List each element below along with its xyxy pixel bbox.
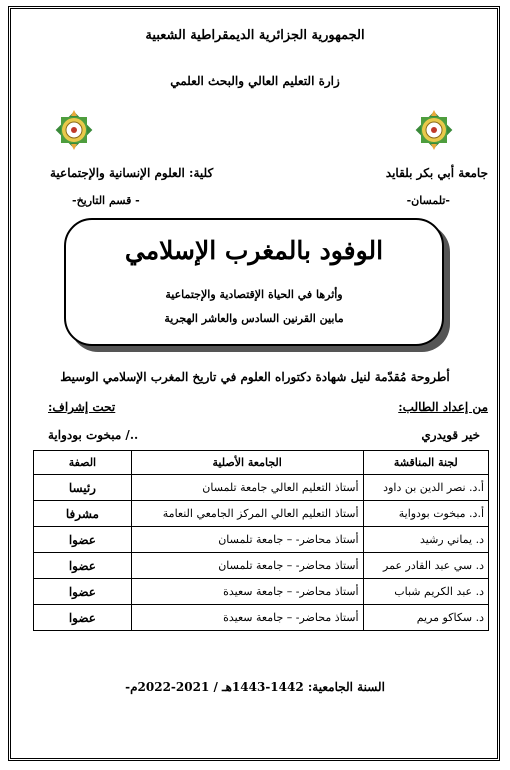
table-row [34, 501, 489, 527]
table-row [34, 553, 489, 579]
member-institution: أستاذ محاضر- – جامعة تلمسان [131, 527, 363, 553]
member-institution: أستاذ محاضر- – جامعة سعيدة [131, 605, 363, 631]
table-row [34, 527, 489, 553]
member-institution: أستاذ محاضر- – جامعة تلمسان [131, 553, 363, 579]
republic-heading: الجمهورية الجزائرية الديمقراطية الشعبية [145, 28, 365, 43]
member-role: مشرفا [34, 501, 132, 527]
faculty-name: كلية: العلوم الإنسانية والإجتماعية [50, 166, 214, 180]
table-row [34, 475, 489, 501]
ministry-heading: زارة التعليم العالي والبحث العلمي [170, 74, 340, 88]
committee-table [33, 450, 489, 631]
member-institution: أستاذ التعليم العالي جامعة تلمسان [131, 475, 363, 501]
student-name: خير قويدري [421, 428, 480, 442]
university-city: -تلمسان- [406, 194, 450, 207]
academic-year: السنة الجامعية: 1442-1443هـ / 2021-2022م- [125, 680, 385, 694]
member-name: د. سكاكو مريم [363, 605, 488, 631]
title-box [64, 218, 444, 346]
thesis-title: الوفود بالمغرب الإسلامي [124, 236, 384, 265]
supervisor-label: تحت إشراف: [48, 400, 116, 414]
header-institution: الجامعة الأصلية [131, 451, 363, 475]
university-emblem-icon [412, 108, 456, 156]
member-institution: أستاذ التعليم العالي المركز الجامعي النعامة [131, 501, 363, 527]
header-role: الصفة [34, 451, 132, 475]
university-emblem-icon [52, 108, 96, 156]
header-committee: لجنة المناقشة [363, 451, 488, 475]
table-row [34, 605, 489, 631]
department-name: - قسم التاريخ- [72, 194, 140, 207]
member-name: أ.د. مبخوت بودواية [363, 501, 488, 527]
committee-header-row [34, 451, 489, 475]
member-name: د. يماني رشيد [363, 527, 488, 553]
member-name: أ.د. نصر الدين بن داود [363, 475, 488, 501]
thesis-subtitle-1: وأثرها في الحياة الإقتصادية والإجتماعية [165, 288, 343, 301]
member-role: رئيسا [34, 475, 132, 501]
member-role: عضوا [34, 553, 132, 579]
member-role: عضوا [34, 527, 132, 553]
member-role: عضوا [34, 579, 132, 605]
thesis-statement: أطروحة مُقدّمة لنيل شهادة دكتوراه العلوم في تاريخ المغرب الإسلامي الوسيط [60, 370, 450, 384]
university-name: جامعة أبي بكر بلقايد [385, 166, 488, 180]
member-name: د. سي عبد القادر عمر [363, 553, 488, 579]
student-label: من إعداد الطالب: [398, 400, 488, 414]
member-institution: أستاذ محاضر- – جامعة سعيدة [131, 579, 363, 605]
member-name: د. عبد الكريم شباب [363, 579, 488, 605]
supervisor-name: ../ مبخوت بودواية [48, 428, 139, 442]
thesis-subtitle-2: مابين القرنين السادس والعاشر الهجرية [164, 312, 344, 325]
member-role: عضوا [34, 605, 132, 631]
table-row [34, 579, 489, 605]
